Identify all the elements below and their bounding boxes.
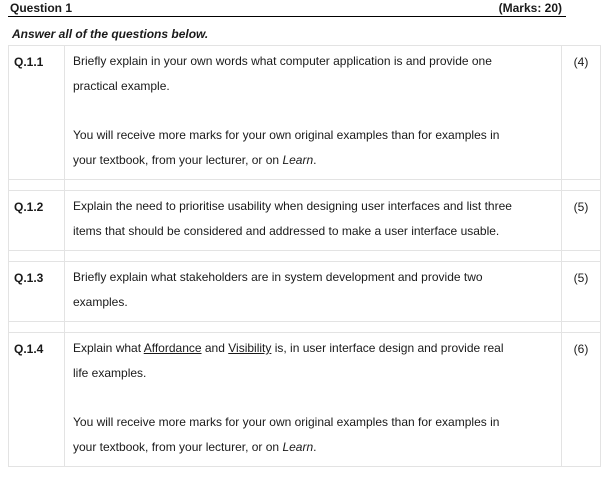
question-note xyxy=(73,123,553,173)
question-marks: (6) xyxy=(562,333,601,467)
note-line: You will receive more marks for your own original examples than for examples in xyxy=(73,128,500,142)
spacer-row xyxy=(9,180,601,191)
question-marks: (4) xyxy=(562,46,601,180)
question-text xyxy=(65,333,562,467)
note-text: your textbook, from your lecturer, or on xyxy=(73,440,283,454)
question-line: Briefly explain in your own words what computer application is and provide one xyxy=(73,54,492,68)
learn-reference: Learn xyxy=(282,440,314,454)
question-line xyxy=(73,336,553,361)
question-number: Q.1.1 xyxy=(9,46,65,180)
note-punctuation: . xyxy=(313,153,317,167)
question-text-part: Explain what xyxy=(73,341,144,355)
note-line xyxy=(73,435,553,460)
question-marks: (5) xyxy=(562,191,601,251)
questions-table xyxy=(8,45,601,467)
instruction-text: Answer all of the questions below. xyxy=(12,27,209,41)
question-row xyxy=(9,191,601,251)
question-marks: (5) xyxy=(562,262,601,322)
question-text xyxy=(65,262,562,322)
question-number: Q.1.4 xyxy=(9,333,65,467)
learn-reference: Learn xyxy=(282,153,314,167)
spacer-row xyxy=(9,251,601,262)
question-line: life examples. xyxy=(73,366,147,380)
visibility-term: Visibility xyxy=(228,341,272,355)
question-text-part: is, in user interface design and provide real xyxy=(271,341,504,355)
question-note xyxy=(73,410,553,460)
question-row xyxy=(9,46,601,180)
question-line: examples. xyxy=(73,295,128,309)
question-row xyxy=(9,333,601,467)
question-line: Explain the need to prioritise usability when designing user interfaces and list three xyxy=(73,199,512,213)
question-text xyxy=(65,191,562,251)
question-row xyxy=(9,262,601,322)
note-text: your textbook, from your lecturer, or on xyxy=(73,153,283,167)
question-title: Question 1 xyxy=(10,1,73,15)
question-number: Q.1.3 xyxy=(9,262,65,322)
note-punctuation: . xyxy=(313,440,317,454)
question-text-part: and xyxy=(201,341,229,355)
note-line xyxy=(73,148,553,173)
spacer-row xyxy=(9,322,601,333)
question-number: Q.1.2 xyxy=(9,191,65,251)
question-line: Briefly explain what stakeholders are in system development and provide two xyxy=(73,270,483,284)
question-text xyxy=(65,46,562,180)
question-line: items that should be considered and addressed to make a user interface usable. xyxy=(73,224,500,238)
affordance-term: Affordance xyxy=(143,341,202,355)
question-header xyxy=(8,0,566,17)
note-line: You will receive more marks for your own original examples than for examples in xyxy=(73,415,500,429)
total-marks: (Marks: 20) xyxy=(498,1,562,15)
question-line: practical example. xyxy=(73,79,170,93)
